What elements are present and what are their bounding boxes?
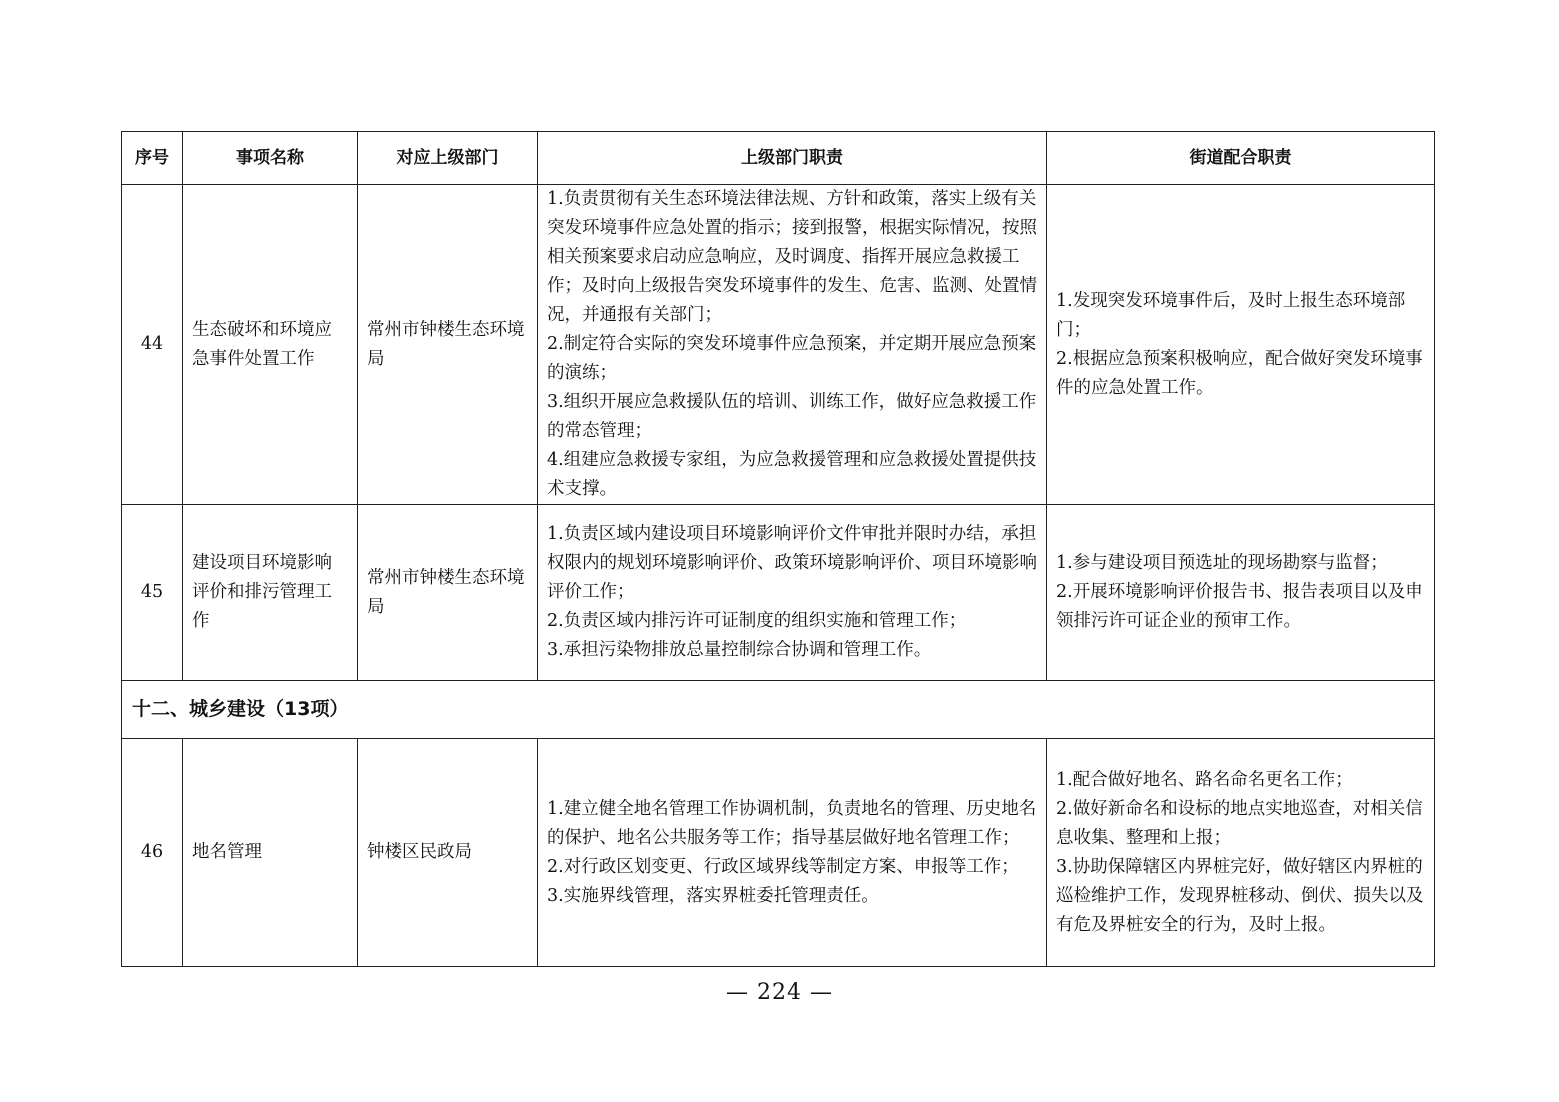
row-number: 44 — [122, 185, 183, 505]
section-row — [122, 681, 1435, 739]
table-row — [122, 505, 1435, 681]
table-row — [122, 185, 1435, 505]
duty-item: 1.负责贯彻有关生态环境法律法规、方针和政策，落实上级有关突发环境事件应急处置的指示；接到报警，根据实际情况，按照相关预案要求启动应急响应，及时调度、指挥开展应急救援工作；及时向上级报告突发环境事件的发生、危害、监测、处置情况，并通报有关部门； — [547, 189, 1037, 325]
duty-item: 2.开展环境影响评价报告书、报告表项目以及申领排污许可证企业的预审工作。 — [1056, 582, 1423, 631]
duty-item: 2.做好新命名和设标的地点实地巡查，对相关信息收集、整理和上报； — [1056, 798, 1423, 848]
duty-item: 1.参与建设项目预选址的现场勘察与监督； — [1056, 553, 1388, 573]
upper-duties — [538, 505, 1047, 681]
table-row — [122, 739, 1435, 967]
duty-item: 3.协助保障辖区内界桩完好，做好辖区内界桩的巡检维护工作，发现界桩移动、倒伏、损失以及有危及界桩安全的行为，及时上报。 — [1056, 856, 1424, 935]
header-cell: 对应上级部门 — [358, 132, 538, 185]
duty-item: 1.建立健全地名管理工作协调机制，负责地名的管理、历史地名的保护、地名公共服务等工作；指导基层做好地名管理工作； — [547, 798, 1037, 848]
item-name: 地名管理 — [183, 739, 358, 967]
item-name: 生态破坏和环境应急事件处置工作 — [183, 185, 358, 505]
duty-item: 3.承担污染物排放总量控制综合协调和管理工作。 — [547, 640, 932, 660]
table-header-row — [122, 132, 1435, 185]
duty-item: 2.根据应急预案积极响应，配合做好突发环境事件的应急处置工作。 — [1056, 348, 1423, 398]
row-number: 46 — [122, 739, 183, 967]
header-cell: 序号 — [122, 132, 183, 185]
duty-item: 3.组织开展应急救援队伍的培训、训练工作，做好应急救援工作的常态管理； — [547, 392, 1037, 441]
header-cell: 上级部门职责 — [538, 132, 1047, 185]
duty-item: 4.组建应急救援专家组，为应急救援管理和应急救援处置提供技术支撑。 — [547, 450, 1037, 499]
duty-item: 2.制定符合实际的突发环境事件应急预案，并定期开展应急预案的演练； — [547, 334, 1037, 383]
duty-item: 2.对行政区划变更、行政区域界线等制定方案、申报等工作； — [547, 856, 1019, 877]
row-number: 45 — [122, 505, 183, 681]
duty-item: 1.配合做好地名、路名命名更名工作； — [1056, 769, 1353, 790]
item-name: 建设项目环境影响评价和排污管理工作 — [183, 505, 358, 681]
street-duties — [1047, 185, 1435, 505]
section-title: 十二、城乡建设（13项） — [122, 681, 1435, 739]
upper-duties — [538, 739, 1047, 967]
header-cell: 街道配合职责 — [1047, 132, 1435, 185]
street-duties — [1047, 739, 1435, 967]
street-duties — [1047, 505, 1435, 681]
duty-item: 2.负责区域内排污许可证制度的组织实施和管理工作； — [547, 611, 967, 631]
department: 常州市钟楼生态环境局 — [358, 505, 538, 681]
header-cell: 事项名称 — [183, 132, 358, 185]
duty-table — [121, 131, 1435, 967]
page-number: — 224 — — [726, 980, 833, 1005]
duty-item: 1.负责区域内建设项目环境影响评价文件审批并限时办结，承担权限内的规划环境影响评价、政策环境影响评价、项目环境影响评价工作； — [547, 524, 1037, 602]
upper-duties — [538, 185, 1047, 505]
department: 常州市钟楼生态环境局 — [358, 185, 538, 505]
duty-item: 1.发现突发环境事件后，及时上报生态环境部门； — [1056, 290, 1406, 340]
department: 钟楼区民政局 — [358, 739, 538, 967]
table-body — [122, 185, 1435, 967]
duty-item: 3.实施界线管理，落实界桩委托管理责任。 — [547, 885, 879, 906]
